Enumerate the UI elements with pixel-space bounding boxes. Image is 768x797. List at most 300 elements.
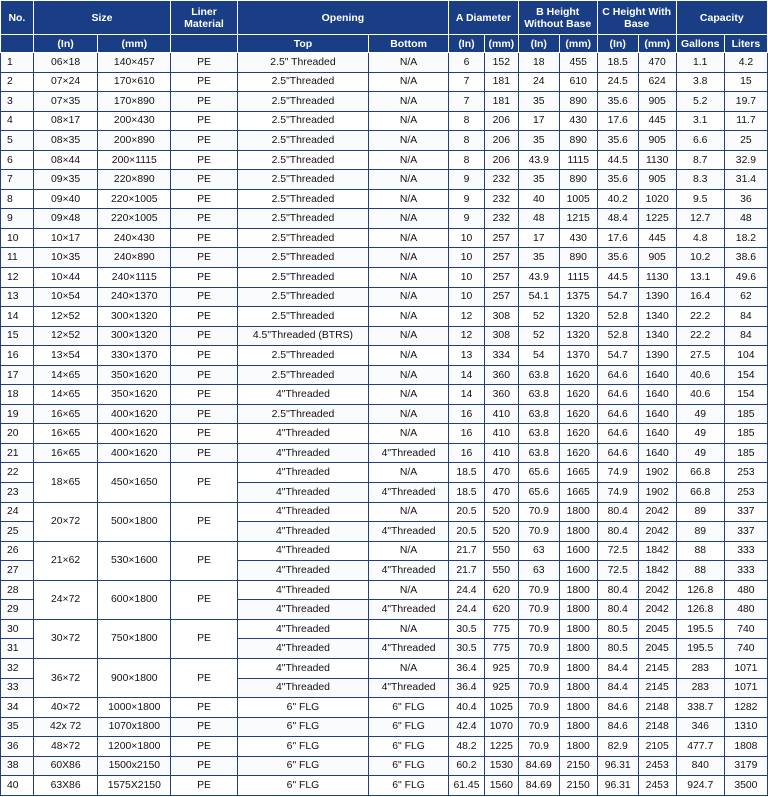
table-cell: 96.31 (597, 776, 638, 796)
table-cell: 70.9 (518, 658, 559, 678)
table-cell: 1800 (559, 502, 597, 522)
table-cell: 185 (724, 404, 767, 424)
table-cell: 220×1005 (98, 209, 171, 229)
table-cell: 1800 (559, 600, 597, 620)
table-cell: 18.5 (449, 483, 485, 503)
sub-gallons: Gallons (676, 35, 724, 53)
table-cell: 924.7 (676, 776, 724, 796)
col-capacity: Capacity (676, 1, 767, 35)
table-cell: 185 (724, 443, 767, 463)
table-cell: PE (171, 502, 238, 541)
table-cell: PE (171, 365, 238, 385)
table-cell: 44.5 (597, 268, 638, 288)
table-cell: 308 (484, 307, 518, 327)
table-cell: 70.9 (518, 502, 559, 522)
table-cell: PE (171, 92, 238, 112)
table-cell: 257 (484, 287, 518, 307)
table-cell: 154 (724, 365, 767, 385)
table-cell: 1070 (484, 717, 518, 737)
table-cell: PE (171, 385, 238, 405)
table-row (1, 717, 768, 737)
table-cell: 240×1370 (98, 287, 171, 307)
table-cell: 14 (449, 365, 485, 385)
table-cell: 4"Threaded (237, 678, 368, 698)
sub-top: Top (237, 35, 368, 53)
table-cell: 35 (518, 170, 559, 190)
table-cell: 35 (518, 248, 559, 268)
table-cell: 6" FLG (237, 756, 368, 776)
table-cell: 400×1620 (98, 404, 171, 424)
table-cell: 1020 (638, 189, 676, 209)
table-cell: 09×35 (33, 170, 98, 190)
table-cell: N/A (369, 287, 449, 307)
table-cell: 21×62 (33, 541, 98, 580)
table-row (1, 443, 768, 463)
table-cell: 1500x2150 (98, 756, 171, 776)
table-cell: 13 (1, 287, 34, 307)
table-cell: 1115 (559, 268, 597, 288)
table-cell: N/A (369, 365, 449, 385)
table-cell: 18×65 (33, 463, 98, 502)
table-cell: 470 (638, 53, 676, 73)
table-cell: 1800 (559, 717, 597, 737)
table-cell: 7 (449, 72, 485, 92)
table-cell: 80.4 (597, 502, 638, 522)
table-cell: 450×1650 (98, 463, 171, 502)
table-cell: 63.8 (518, 385, 559, 405)
table-cell: 16×65 (33, 404, 98, 424)
table-cell: 257 (484, 228, 518, 248)
table-cell: PE (171, 717, 238, 737)
table-cell: PE (171, 698, 238, 718)
table-cell: 84.6 (597, 717, 638, 737)
table-cell: 13.1 (676, 268, 724, 288)
table-cell: 52 (518, 307, 559, 327)
table-cell: 206 (484, 111, 518, 131)
table-cell: 07×35 (33, 92, 98, 112)
table-cell: 48×72 (33, 737, 98, 757)
table-cell: 400×1620 (98, 424, 171, 444)
table-cell: PE (171, 150, 238, 170)
table-cell: 4"Threaded (369, 483, 449, 503)
table-cell: 195.5 (676, 639, 724, 659)
table-cell: 07×24 (33, 72, 98, 92)
table-cell: 1620 (559, 424, 597, 444)
table-cell: 25 (1, 522, 34, 542)
table-cell: 43.9 (518, 150, 559, 170)
table-cell: 08×17 (33, 111, 98, 131)
table-cell: 346 (676, 717, 724, 737)
table-cell: 63 (518, 561, 559, 581)
table-cell: 283 (676, 678, 724, 698)
table-cell: 4"Threaded (237, 580, 368, 600)
table-cell: 2042 (638, 600, 676, 620)
table-cell: 3179 (724, 756, 767, 776)
table-cell: 35.6 (597, 170, 638, 190)
table-cell: 66.8 (676, 463, 724, 483)
table-cell: PE (171, 131, 238, 151)
table-cell: 1375 (559, 287, 597, 307)
table-cell: 410 (484, 404, 518, 424)
table-cell: 19 (1, 404, 34, 424)
table-cell: 80.4 (597, 522, 638, 542)
table-cell: 520 (484, 502, 518, 522)
table-cell: 430 (559, 111, 597, 131)
table-cell: 40.6 (676, 365, 724, 385)
table-cell: 10×35 (33, 248, 98, 268)
table-cell: 338.7 (676, 698, 724, 718)
table-cell: 60X86 (33, 756, 98, 776)
table-cell: 740 (724, 639, 767, 659)
table-cell: 410 (484, 443, 518, 463)
table-cell: 195.5 (676, 619, 724, 639)
table-row (1, 268, 768, 288)
table-row (1, 463, 768, 483)
table-cell: 20.5 (449, 522, 485, 542)
table-cell: 1200×1800 (98, 737, 171, 757)
table-cell: 32 (1, 658, 34, 678)
table-cell: PE (171, 209, 238, 229)
table-cell: 4"Threaded (237, 502, 368, 522)
table-cell: 1902 (638, 483, 676, 503)
table-cell: 63.8 (518, 404, 559, 424)
table-cell: 2045 (638, 619, 676, 639)
sub-mm: (mm) (559, 35, 597, 53)
table-cell: 104 (724, 346, 767, 366)
table-cell: 16 (449, 404, 485, 424)
table-cell: 10 (449, 287, 485, 307)
table-cell: 7 (449, 92, 485, 112)
table-cell: 4.8 (676, 228, 724, 248)
table-cell: PE (171, 170, 238, 190)
table-cell: 232 (484, 189, 518, 209)
table-cell: 10×44 (33, 268, 98, 288)
table-row (1, 72, 768, 92)
table-cell: 11.7 (724, 111, 767, 131)
table-row (1, 698, 768, 718)
table-cell: PE (171, 228, 238, 248)
table-cell: 9 (449, 189, 485, 209)
table-cell: 1130 (638, 268, 676, 288)
table-cell: 80.5 (597, 639, 638, 659)
table-cell: 31.4 (724, 170, 767, 190)
table-cell: 2.5"Threaded (237, 346, 368, 366)
table-cell: 1.1 (676, 53, 724, 73)
table-row (1, 756, 768, 776)
table-cell: 84 (724, 326, 767, 346)
table-cell: 8 (449, 150, 485, 170)
table-cell: 1225 (638, 209, 676, 229)
table-cell: 21.7 (449, 561, 485, 581)
table-cell: 1130 (638, 150, 676, 170)
table-cell: 63X86 (33, 776, 98, 796)
table-cell: 257 (484, 268, 518, 288)
table-cell: 890 (559, 131, 597, 151)
table-cell: 84.69 (518, 756, 559, 776)
table-cell: 1640 (638, 424, 676, 444)
table-cell: 96.31 (597, 756, 638, 776)
table-cell: 253 (724, 463, 767, 483)
table-cell: 2.5"Threaded (237, 268, 368, 288)
table-cell: 8 (449, 131, 485, 151)
table-cell: 40.2 (597, 189, 638, 209)
table-cell: 38 (1, 756, 34, 776)
table-cell: 550 (484, 561, 518, 581)
table-cell: 4.5"Threaded (BTRS) (237, 326, 368, 346)
table-cell: 70.9 (518, 522, 559, 542)
table-cell: 10×54 (33, 287, 98, 307)
sub-mm: (mm) (484, 35, 518, 53)
table-cell: 24.5 (597, 72, 638, 92)
sub-in: (In) (449, 35, 485, 53)
table-cell: 2150 (559, 776, 597, 796)
table-cell: 890 (559, 92, 597, 112)
table-row (1, 326, 768, 346)
table-cell: 63.8 (518, 443, 559, 463)
table-cell: 17 (1, 365, 34, 385)
table-cell: 2 (1, 72, 34, 92)
table-cell: 21.7 (449, 541, 485, 561)
table-cell: 65.6 (518, 463, 559, 483)
table-cell: N/A (369, 248, 449, 268)
table-cell: 1071 (724, 658, 767, 678)
table-cell: 54.7 (597, 287, 638, 307)
table-cell: 34 (1, 698, 34, 718)
table-cell: 5.2 (676, 92, 724, 112)
sub-in: (In) (33, 35, 98, 53)
table-cell: 12 (449, 307, 485, 327)
table-cell: 350×1620 (98, 365, 171, 385)
table-cell: 1800 (559, 619, 597, 639)
table-cell: 17.6 (597, 111, 638, 131)
table-cell: 1640 (638, 365, 676, 385)
table-cell: 2.5"Threaded (237, 92, 368, 112)
table-cell: 24 (518, 72, 559, 92)
table-cell: N/A (369, 131, 449, 151)
table-cell: 740 (724, 619, 767, 639)
table-cell: 74.9 (597, 463, 638, 483)
table-cell: 480 (724, 600, 767, 620)
table-cell: 8.7 (676, 150, 724, 170)
table-cell: 74.9 (597, 483, 638, 503)
table-cell: 43.9 (518, 268, 559, 288)
table-cell: 64.6 (597, 443, 638, 463)
table-cell: 905 (638, 170, 676, 190)
table-cell: 620 (484, 600, 518, 620)
table-cell: 4"Threaded (237, 658, 368, 678)
table-cell: 84.69 (518, 776, 559, 796)
table-cell: 40×72 (33, 698, 98, 718)
table-cell: 8 (449, 111, 485, 131)
table-cell: N/A (369, 228, 449, 248)
table-cell: 170×610 (98, 72, 171, 92)
table-cell: 1800 (559, 678, 597, 698)
table-cell: 20.5 (449, 502, 485, 522)
table-cell: 14×65 (33, 365, 98, 385)
table-cell: 10 (449, 248, 485, 268)
table-cell: 3.8 (676, 72, 724, 92)
table-cell: 500×1800 (98, 502, 171, 541)
table-cell: PE (171, 111, 238, 131)
table-cell: 1620 (559, 443, 597, 463)
table-cell: 48.2 (449, 737, 485, 757)
table-cell: 2.5"Threaded (237, 111, 368, 131)
table-cell: 14 (1, 307, 34, 327)
sub-mm: (mm) (98, 35, 171, 53)
table-cell: 610 (559, 72, 597, 92)
table-cell: 2148 (638, 698, 676, 718)
table-cell: 257 (484, 248, 518, 268)
table-cell: 70.9 (518, 639, 559, 659)
table-cell: 530×1600 (98, 541, 171, 580)
table-cell: 6" FLG (369, 737, 449, 757)
table-cell: 240×890 (98, 248, 171, 268)
table-cell: 12 (449, 326, 485, 346)
table-cell: 925 (484, 678, 518, 698)
table-cell: N/A (369, 541, 449, 561)
table-cell: 2145 (638, 658, 676, 678)
table-cell: 200×430 (98, 111, 171, 131)
sub-mm: (mm) (638, 35, 676, 53)
table-cell: 154 (724, 385, 767, 405)
table-cell: 22.2 (676, 326, 724, 346)
table-cell: 6" FLG (237, 698, 368, 718)
table-cell: 70.9 (518, 600, 559, 620)
table-cell: 42.4 (449, 717, 485, 737)
table-cell: 80.4 (597, 580, 638, 600)
table-row (1, 189, 768, 209)
table-cell: 6" FLG (369, 698, 449, 718)
table-cell: 1640 (638, 404, 676, 424)
table-cell: 181 (484, 92, 518, 112)
table-cell: 17 (518, 228, 559, 248)
table-cell: 2042 (638, 502, 676, 522)
table-cell: 750×1800 (98, 619, 171, 658)
table-cell: 200×890 (98, 131, 171, 151)
table-row (1, 248, 768, 268)
table-cell: 1800 (559, 522, 597, 542)
table-cell: 4"Threaded (369, 561, 449, 581)
table-cell: 52.8 (597, 326, 638, 346)
table-cell: PE (171, 307, 238, 327)
table-cell: 14×65 (33, 385, 98, 405)
table-cell: N/A (369, 463, 449, 483)
table-cell: 64.6 (597, 424, 638, 444)
table-cell: 06×18 (33, 53, 98, 73)
table-cell: 70.9 (518, 737, 559, 757)
table-cell: 3 (1, 92, 34, 112)
table-cell: 333 (724, 561, 767, 581)
table-cell: 1340 (638, 307, 676, 327)
table-cell: 4 (1, 111, 34, 131)
table-cell: 6" FLG (369, 717, 449, 737)
table-cell: 1025 (484, 698, 518, 718)
table-cell: PE (171, 541, 238, 580)
table-cell: 337 (724, 522, 767, 542)
table-cell: N/A (369, 424, 449, 444)
table-cell: 09×48 (33, 209, 98, 229)
table-cell: 5 (1, 131, 34, 151)
table-cell: 350×1620 (98, 385, 171, 405)
table-cell: 40.4 (449, 698, 485, 718)
table-cell: 11 (1, 248, 34, 268)
table-cell: 140×457 (98, 53, 171, 73)
col-no: No. (1, 1, 34, 35)
table-row (1, 307, 768, 327)
table-cell: 14 (449, 385, 485, 405)
table-cell: 63 (518, 541, 559, 561)
table-cell: 15 (724, 72, 767, 92)
table-cell: N/A (369, 170, 449, 190)
table-cell: 72.5 (597, 541, 638, 561)
table-cell: PE (171, 463, 238, 502)
table-cell: 3500 (724, 776, 767, 796)
table-cell: 6" FLG (237, 737, 368, 757)
table-cell: 2145 (638, 678, 676, 698)
table-cell: 8.3 (676, 170, 724, 190)
table-row (1, 404, 768, 424)
table-cell: 470 (484, 483, 518, 503)
col-c-height: C Height With Base (597, 1, 676, 35)
table-cell: 1800 (559, 580, 597, 600)
table-row (1, 150, 768, 170)
table-cell: 775 (484, 639, 518, 659)
table-cell: 152 (484, 53, 518, 73)
table-cell: 30.5 (449, 619, 485, 639)
table-cell: 18.2 (724, 228, 767, 248)
table-cell: 2105 (638, 737, 676, 757)
table-cell: 4"Threaded (237, 463, 368, 483)
table-cell: 33 (1, 678, 34, 698)
table-row (1, 365, 768, 385)
table-cell: 84.4 (597, 678, 638, 698)
table-cell: 4"Threaded (237, 541, 368, 561)
table-cell: 49 (676, 443, 724, 463)
table-cell: 82.9 (597, 737, 638, 757)
table-cell: 1842 (638, 541, 676, 561)
table-row (1, 209, 768, 229)
table-cell: 283 (676, 658, 724, 678)
table-row (1, 346, 768, 366)
table-cell: 300×1320 (98, 326, 171, 346)
table-cell: 2150 (559, 756, 597, 776)
table-cell: 80.4 (597, 600, 638, 620)
table-cell: PE (171, 287, 238, 307)
table-cell: 40 (1, 776, 34, 796)
table-cell: 2148 (638, 717, 676, 737)
table-cell: 2453 (638, 756, 676, 776)
table-cell: 455 (559, 53, 597, 73)
sub-bottom: Bottom (369, 35, 449, 53)
table-cell: 9 (1, 209, 34, 229)
table-cell: 70.9 (518, 678, 559, 698)
table-cell: 1320 (559, 307, 597, 327)
table-cell: N/A (369, 150, 449, 170)
table-cell: 36 (1, 737, 34, 757)
table-cell: 12.7 (676, 209, 724, 229)
table-cell: 60.2 (449, 756, 485, 776)
table-cell: 42x 72 (33, 717, 98, 737)
table-cell: 4"Threaded (369, 443, 449, 463)
table-cell: 1 (1, 53, 34, 73)
table-cell: N/A (369, 72, 449, 92)
table-cell: 35.6 (597, 131, 638, 151)
table-cell: 2.5"Threaded (237, 228, 368, 248)
table-cell: 18.5 (449, 463, 485, 483)
table-cell: 54.7 (597, 346, 638, 366)
table-cell: 900×1800 (98, 658, 171, 697)
table-cell: PE (171, 326, 238, 346)
